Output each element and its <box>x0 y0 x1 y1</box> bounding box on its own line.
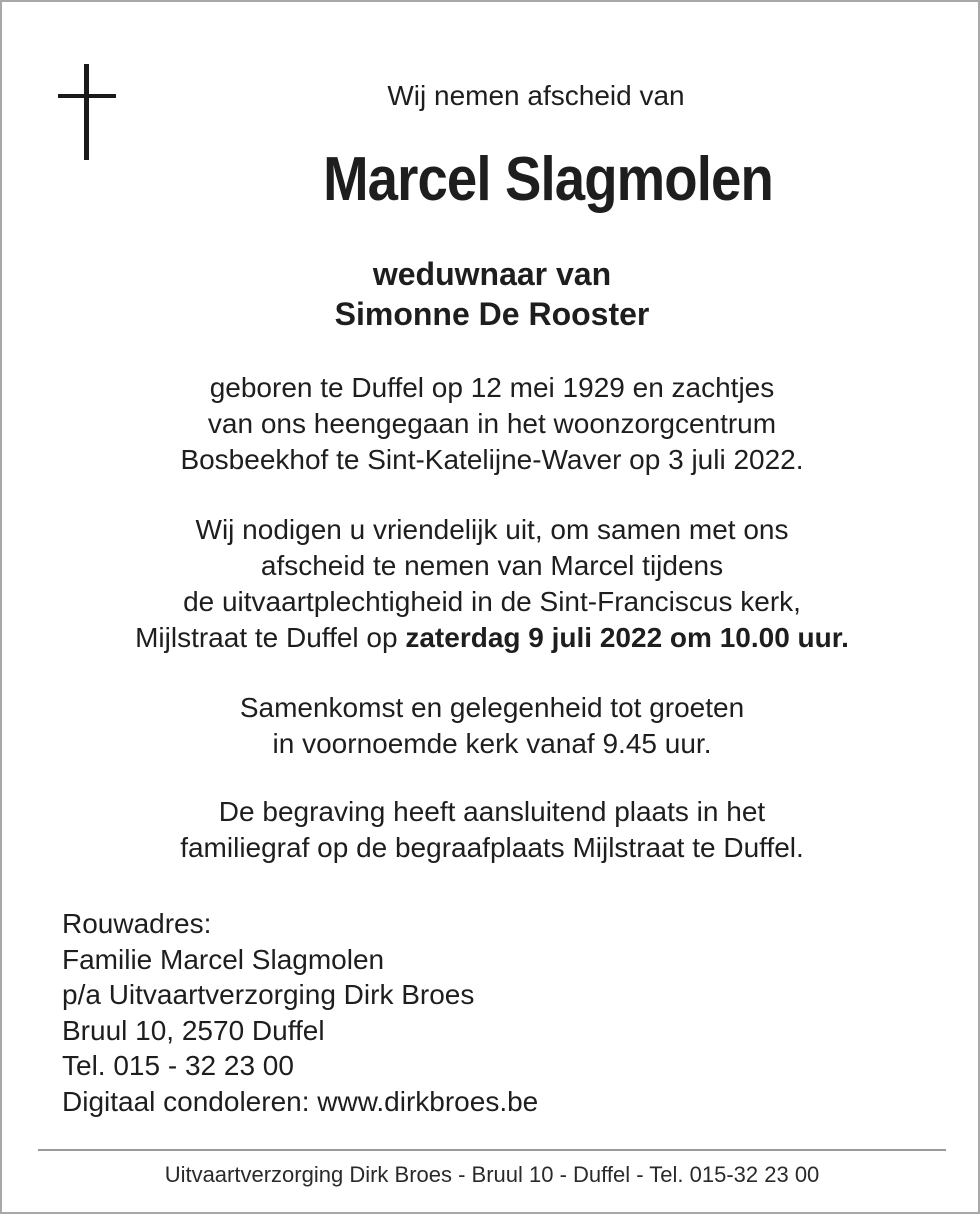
text-line: Samenkomst en gelegenheid tot groeten <box>239 692 745 723</box>
gathering-paragraph <box>2 690 980 762</box>
spouse-block <box>2 254 980 334</box>
text-line: geboren te Duffel op 12 mei 1929 en zachtjes <box>209 372 775 403</box>
address-line: Bruul 10, 2570 Duffel <box>62 1014 325 1046</box>
service-datetime: zaterdag 9 juli 2022 om 10.00 uur. <box>405 622 849 653</box>
address-label: Rouwadres: <box>62 908 212 939</box>
text-line: de uitvaartplechtigheid in de Sint-Franciscus kerk, <box>183 586 801 617</box>
text-line: in voornoemde kerk vanaf 9.45 uur. <box>272 728 712 759</box>
text-line <box>2 620 980 656</box>
text-line: van ons heengegaan in het woonzorgcentrum <box>207 408 777 439</box>
deceased-name: Marcel Slagmolen <box>323 145 773 214</box>
intro-line: Wij nemen afscheid van <box>387 80 685 111</box>
text-line: familiegraf op de begraafplaats Mijlstraat te Duffel. <box>180 832 804 863</box>
burial-paragraph <box>2 794 980 866</box>
address-line: Digitaal condoleren: www.dirkbroes.be <box>62 1085 539 1117</box>
text-line: afscheid te nemen van Marcel tijdens <box>260 550 724 581</box>
service-location: Mijlstraat te Duffel op <box>135 622 406 653</box>
birth-paragraph <box>2 370 980 478</box>
text-line: De begraving heeft aansluitend plaats in het <box>218 796 766 827</box>
footer: Uitvaartverzorging Dirk Broes - Bruul 10 - Duffel - Tel. 015-32 23 00 <box>164 1162 820 1187</box>
spouse-name: Simonne De Rooster <box>334 296 650 332</box>
address-line: p/a Uitvaartverzorging Dirk Broes <box>62 979 475 1010</box>
mourning-address <box>62 906 538 1119</box>
address-line: Tel. 015 - 32 23 00 <box>62 1050 294 1081</box>
text-line: Bosbeekhof te Sint-Katelijne-Waver op 3 juli 2022. <box>180 444 804 475</box>
text-line: Wij nodigen u vriendelijk uit, om samen met ons <box>195 514 789 545</box>
invitation-paragraph <box>2 512 980 656</box>
address-line: Familie Marcel Slagmolen <box>62 943 385 975</box>
divider <box>38 1149 946 1151</box>
spouse-relation: weduwnaar van <box>372 256 612 292</box>
